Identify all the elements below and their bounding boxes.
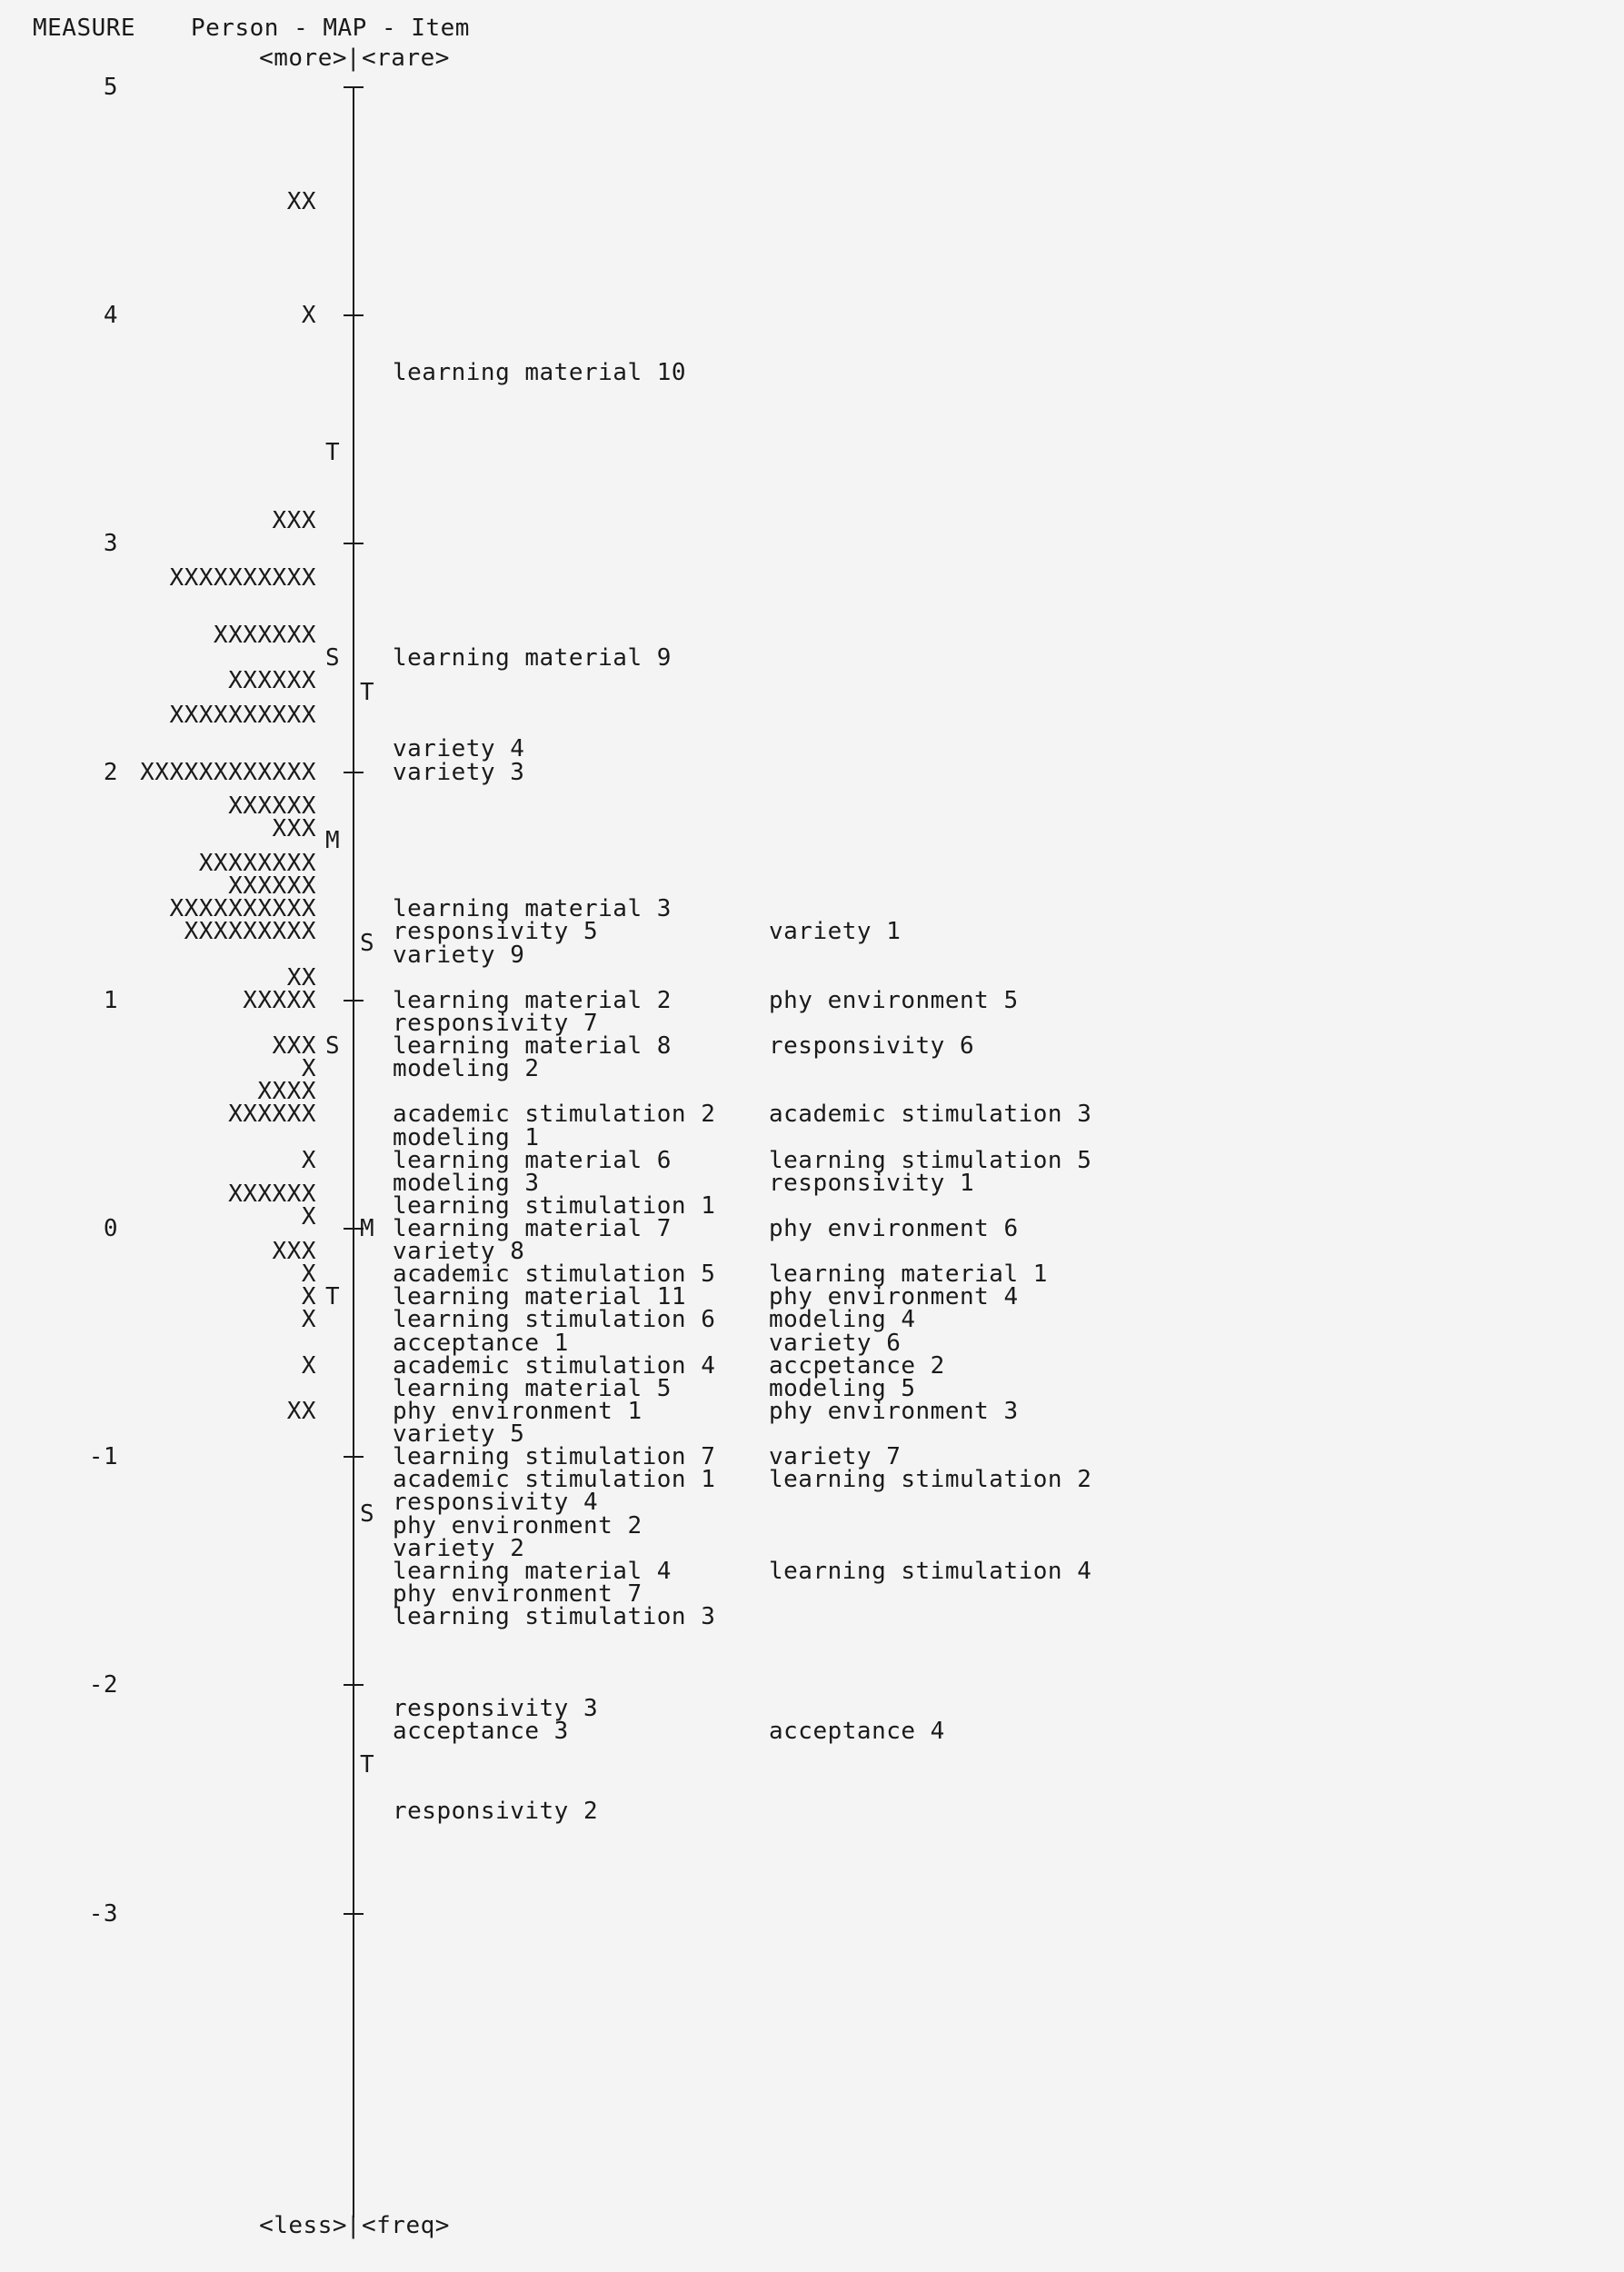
item-label: learning material 4 — [393, 1557, 672, 1585]
top-separator: | — [345, 45, 362, 72]
item-label: responsivity 3 — [393, 1694, 599, 1722]
person-marks: XXXXXXXX — [198, 850, 316, 878]
item-t-marker: T — [360, 1751, 375, 1779]
item-label: phy environment 1 — [393, 1397, 643, 1425]
item-label: variety 7 — [769, 1443, 902, 1471]
top-right-label: <rare> — [362, 45, 450, 72]
person-marks: XXXX — [257, 1078, 316, 1106]
item-m-marker: M — [360, 1215, 375, 1242]
tick-label: 1 — [103, 986, 118, 1014]
item-label: variety 4 — [393, 735, 525, 763]
item-label: learning stimulation 6 — [393, 1306, 716, 1334]
axis-tick — [344, 86, 364, 88]
axis-tick — [344, 1000, 364, 1001]
item-label: variety 5 — [393, 1420, 525, 1449]
item-label: phy environment 4 — [769, 1283, 1019, 1311]
item-label: learning material 5 — [393, 1374, 672, 1402]
item-label: responsivity 6 — [769, 1032, 975, 1061]
person-marks: X — [301, 1306, 316, 1334]
axis-tick — [344, 1684, 364, 1686]
measure-label: MEASURE — [33, 15, 136, 42]
item-label: learning material 10 — [393, 359, 687, 386]
axis-tick — [344, 772, 364, 773]
bottom-separator: | — [345, 2212, 362, 2239]
person-marks: XXXXXX — [228, 667, 316, 695]
person-marks: XXXXX — [243, 986, 316, 1014]
item-label: modeling 5 — [769, 1374, 916, 1402]
item-label: variety 8 — [393, 1238, 525, 1266]
axis-tick — [344, 1456, 364, 1458]
item-label: accpetance 2 — [769, 1351, 945, 1380]
bottom-left-label: <less> — [259, 2212, 347, 2239]
axis-tick — [344, 1913, 364, 1915]
bottom-right-label: <freq> — [362, 2212, 450, 2239]
person-marks: XXX — [272, 507, 316, 535]
item-label: acceptance 3 — [393, 1717, 569, 1745]
person-marks: X — [301, 302, 316, 330]
item-label: variety 1 — [769, 918, 902, 946]
person-marks: XXXXXXXXX — [184, 918, 316, 946]
item-label: learning material 6 — [393, 1146, 672, 1174]
item-label: phy environment 3 — [769, 1397, 1019, 1425]
person-s-marker: S — [325, 1032, 341, 1061]
person-marks: XXXXXXXXXX — [169, 701, 316, 729]
item-label: academic stimulation 4 — [393, 1351, 716, 1380]
item-label: modeling 1 — [393, 1123, 540, 1151]
item-label: learning stimulation 4 — [769, 1557, 1092, 1585]
axis-line — [353, 87, 354, 2217]
person-marks: XX — [286, 187, 316, 215]
item-label: phy environment 7 — [393, 1579, 643, 1608]
tick-label: 4 — [103, 302, 118, 330]
item-label: variety 2 — [393, 1534, 525, 1562]
person-marks: XXX — [272, 1238, 316, 1266]
item-label: learning stimulation 7 — [393, 1443, 716, 1471]
item-label: learning stimulation 1 — [393, 1191, 716, 1220]
tick-label: -1 — [88, 1443, 118, 1471]
item-label: variety 6 — [769, 1329, 902, 1357]
person-marks: XXXXXXXXXXXX — [140, 758, 316, 786]
person-marks: XXX — [272, 815, 316, 843]
person-marks: XXXXXX — [228, 872, 316, 901]
axis-tick — [344, 314, 364, 316]
person-marks: XXXXXXXXXX — [169, 564, 316, 593]
person-marks: XXX — [272, 1032, 316, 1061]
person-marks: X — [301, 1351, 316, 1380]
item-label: responsivity 5 — [393, 918, 599, 946]
item-label: academic stimulation 1 — [393, 1466, 716, 1494]
tick-label: -2 — [88, 1671, 118, 1699]
person-s-marker: S — [325, 644, 341, 672]
item-label: learning material 11 — [393, 1283, 687, 1311]
person-marks: XXXXXXXXXX — [169, 895, 316, 923]
person-t-marker: T — [325, 438, 341, 466]
person-marks: X — [301, 1203, 316, 1231]
person-marks: XXXXXXX — [213, 621, 316, 649]
item-label: learning material 7 — [393, 1215, 672, 1242]
person-marks: XXXXXX — [228, 1181, 316, 1209]
axis-tick — [344, 543, 364, 544]
item-label: learning material 8 — [393, 1032, 672, 1061]
tick-label: 2 — [103, 758, 118, 786]
item-label: learning material 2 — [393, 986, 672, 1014]
item-label: phy environment 5 — [769, 986, 1019, 1014]
tick-label: 0 — [103, 1215, 118, 1242]
item-label: acceptance 1 — [393, 1329, 569, 1357]
item-label: modeling 3 — [393, 1169, 540, 1197]
person-t-marker: T — [325, 1283, 341, 1311]
top-left-label: <more> — [259, 45, 347, 72]
map-title: Person - MAP - Item — [191, 15, 470, 42]
person-marks: XX — [286, 963, 316, 992]
item-label: responsivity 2 — [393, 1797, 599, 1825]
tick-label: 5 — [103, 74, 118, 101]
item-label: responsivity 4 — [393, 1489, 599, 1517]
item-label: phy environment 6 — [769, 1215, 1019, 1242]
item-label: modeling 2 — [393, 1055, 540, 1083]
item-label: academic stimulation 3 — [769, 1101, 1092, 1129]
item-label: learning material 1 — [769, 1261, 1048, 1289]
person-m-marker: M — [325, 826, 341, 854]
item-label: academic stimulation 2 — [393, 1101, 716, 1129]
person-marks: X — [301, 1283, 316, 1311]
item-label: responsivity 1 — [769, 1169, 975, 1197]
item-label: phy environment 2 — [393, 1511, 643, 1540]
item-label: learning stimulation 5 — [769, 1146, 1092, 1174]
item-label: learning stimulation 2 — [769, 1466, 1092, 1494]
person-marks: X — [301, 1146, 316, 1174]
tick-label: 3 — [103, 530, 118, 558]
item-label: learning stimulation 3 — [393, 1603, 716, 1631]
item-label: modeling 4 — [769, 1306, 916, 1334]
person-marks: X — [301, 1261, 316, 1289]
item-s-marker: S — [360, 1500, 375, 1528]
person-marks: XX — [286, 1397, 316, 1425]
item-label: learning material 3 — [393, 895, 672, 923]
item-label: responsivity 7 — [393, 1009, 599, 1037]
item-t-marker: T — [360, 678, 375, 706]
item-s-marker: S — [360, 930, 375, 957]
item-label: learning material 9 — [393, 644, 672, 672]
person-marks: XXXXXX — [228, 792, 316, 821]
person-marks: X — [301, 1055, 316, 1083]
item-label: variety 3 — [393, 758, 525, 786]
item-label: academic stimulation 5 — [393, 1261, 716, 1289]
item-label: variety 9 — [393, 941, 525, 969]
item-label: acceptance 4 — [769, 1717, 945, 1745]
tick-label: -3 — [88, 1899, 118, 1928]
person-marks: XXXXXX — [228, 1101, 316, 1129]
